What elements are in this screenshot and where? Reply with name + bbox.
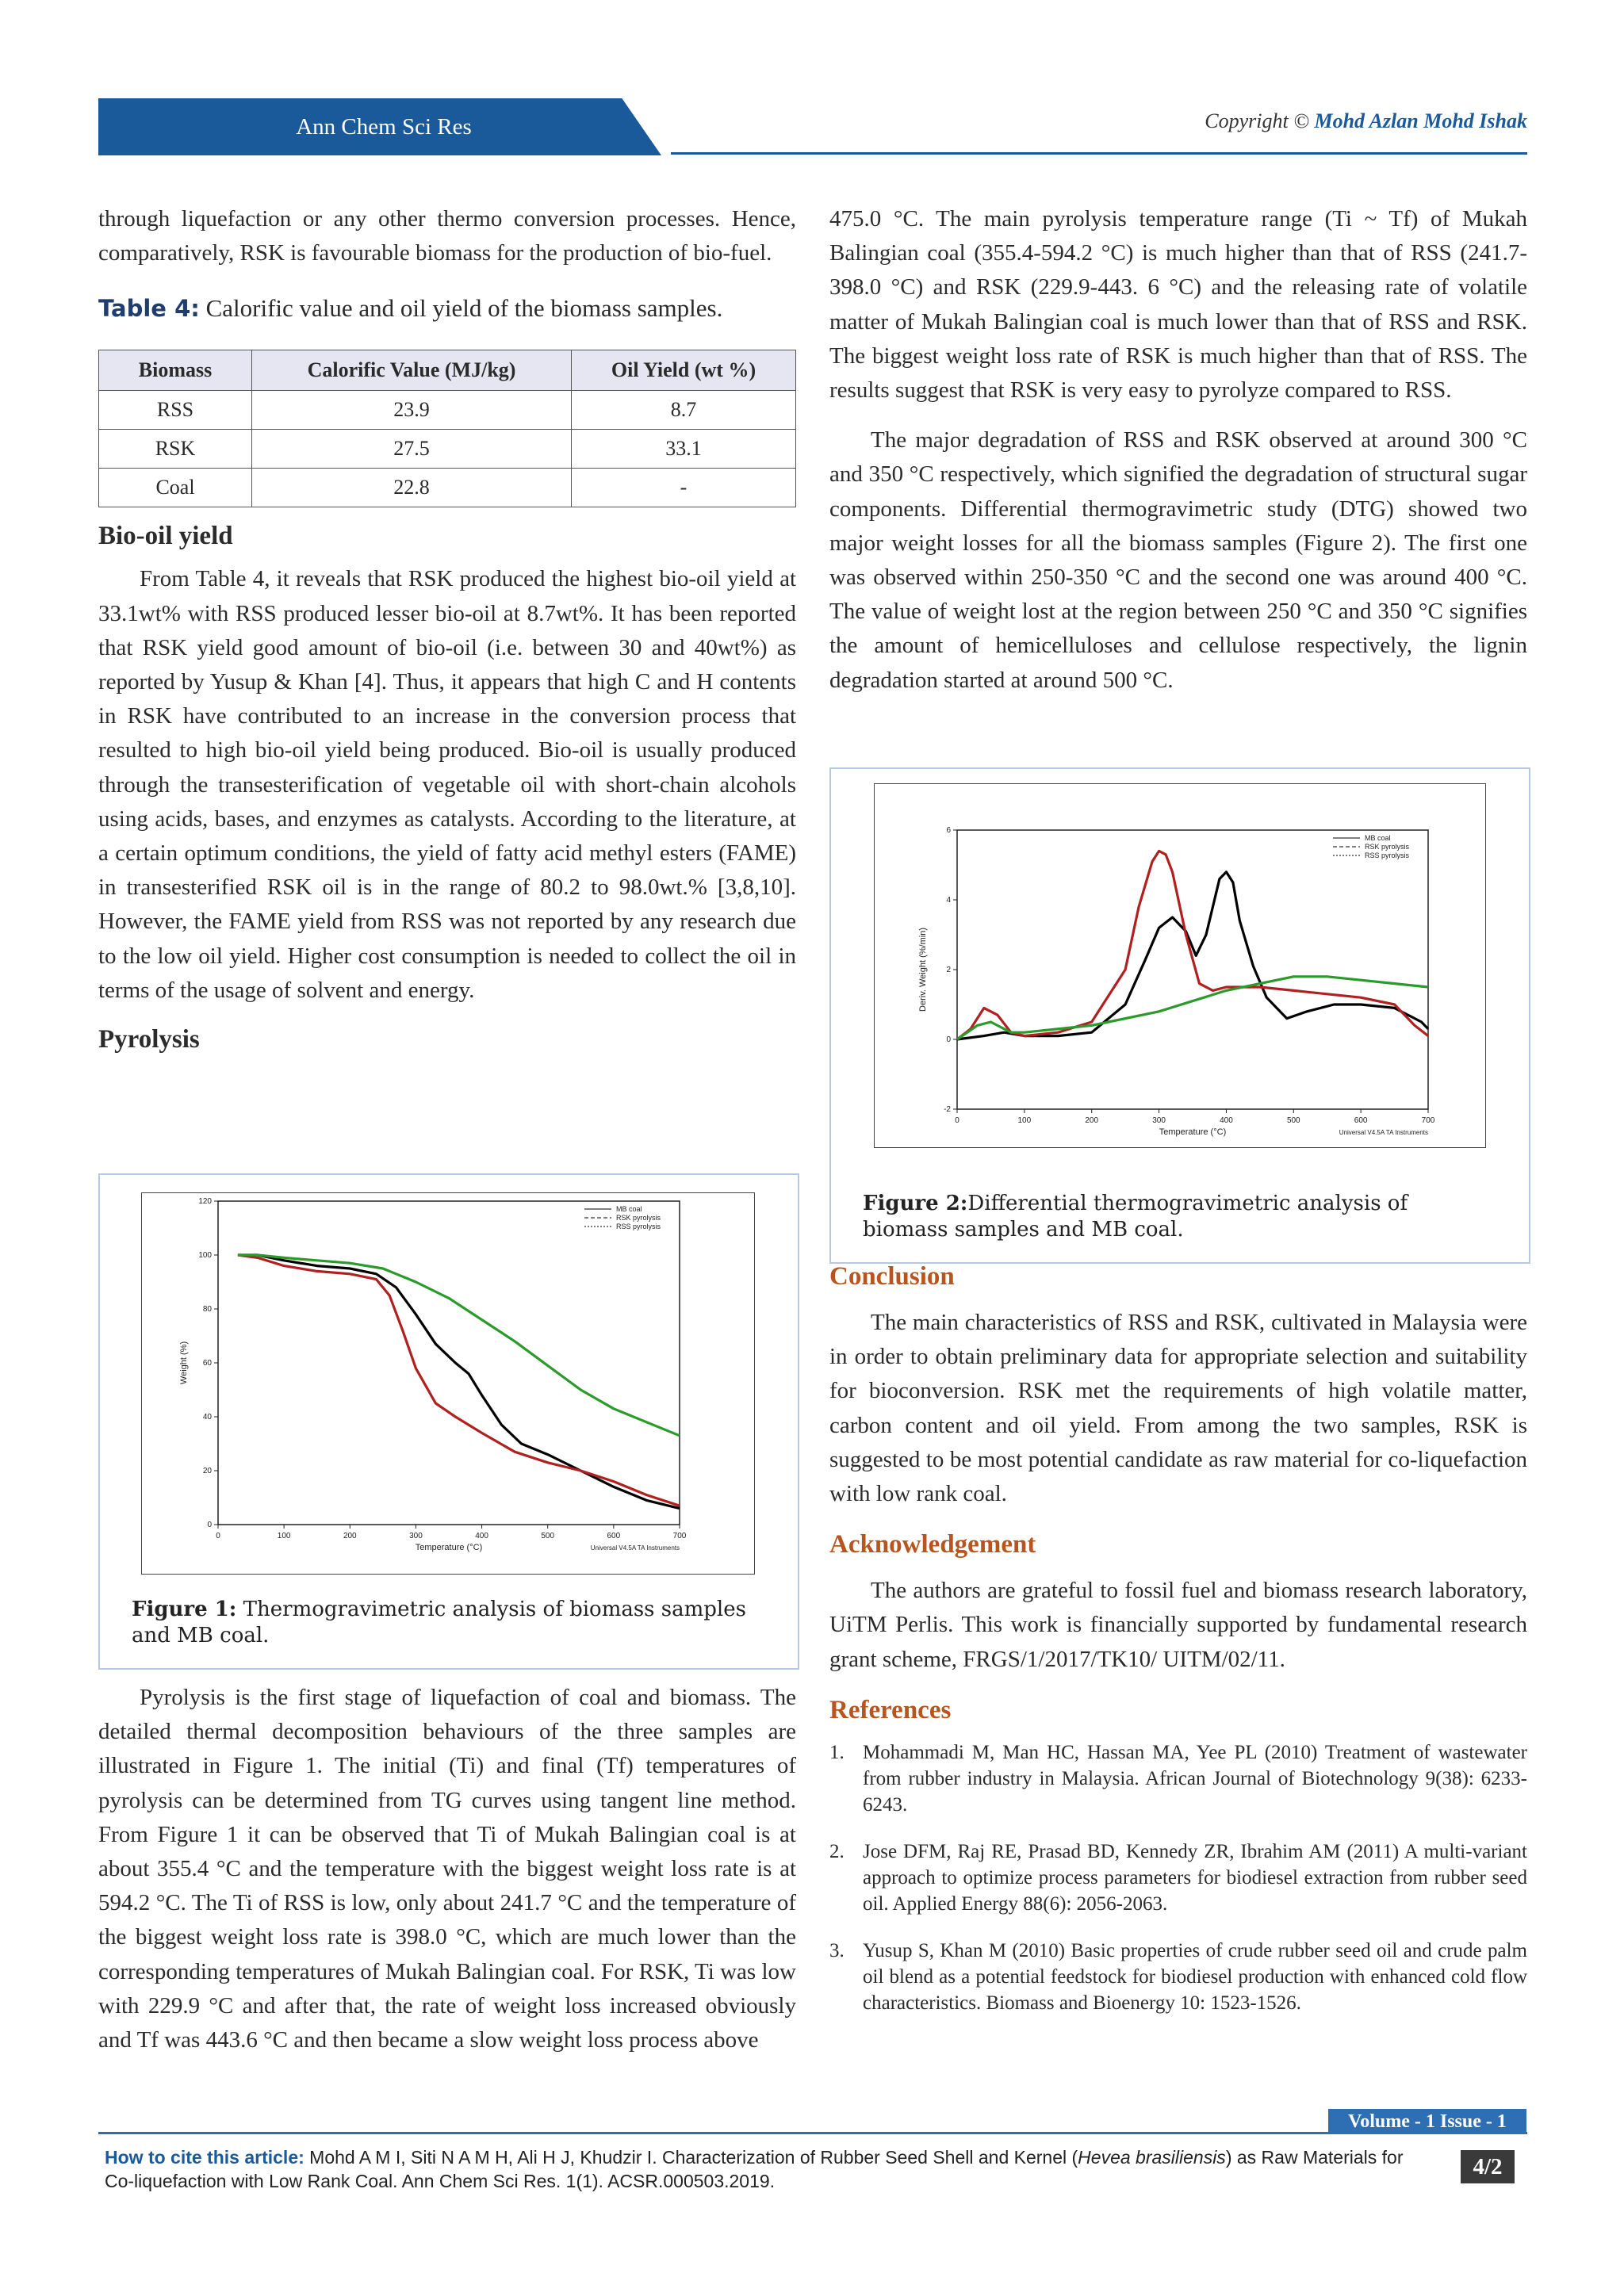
- table4-caption: [98, 291, 796, 326]
- journal-name: Ann Chem Sci Res: [296, 114, 472, 140]
- y-axis-label: Deriv. Weight (%/min): [918, 928, 928, 1012]
- bio-oil-heading: Bio-oil yield: [98, 522, 233, 551]
- x-tick-label: 0: [216, 1532, 220, 1540]
- citation-text-a: Mohd A M I, Siti N A M H, Ali H J, Khudzir I. Characterization of Rubber Seed Shell and Kernel (: [309, 2147, 1078, 2168]
- y-tick-label: 2: [946, 966, 951, 974]
- page-number: 4/2: [1461, 2150, 1515, 2183]
- x-axis-label: Temperature (°C): [415, 1543, 483, 1552]
- figure1-caption: [132, 1597, 774, 1649]
- copyright: [1205, 109, 1527, 133]
- conclusion-heading: Conclusion: [829, 1262, 955, 1291]
- table-cell: -: [572, 469, 796, 507]
- table-row: [99, 430, 796, 469]
- legend-label: RSK pyrolysis: [616, 1214, 661, 1222]
- y-tick-label: 100: [198, 1251, 212, 1260]
- x-tick-label: 200: [343, 1532, 357, 1540]
- legend-label: MB coal: [1365, 834, 1391, 842]
- table-cell: RSS: [99, 391, 252, 430]
- bio-oil-paragraph: From Table 4, it reveals that RSK produced the highest bio-oil yield at 33.1wt% with RSS produced lesser bio-oil at 8.7wt%. It has been reported that RSK yield good amount of bio-oil (i.e. between 30 and 40wt%) as reported by Yusup & Khan [4]. Thus, it appears that high C and H contents in RSK have contributed to an increase in the conversion process that resulted to high bio-oil yield being produced. Bio-oil is usually produced through the transesterification of vegetable oil with short-chain alcohols using acids, bases, and enzymes as catalysts. According to the literature, at a certain optimum conditions, the yield of fatty acid methyl esters (FAME) in transesterified RSK oil is in the range of 80.2 to 98.0wt.% [3,8,10]. However, the FAME yield from RSS was not reported by any research due to the low oil yield. Higher cost consumption is needed to collect the oil in terms of the usage of solvent and energy.: [98, 566, 796, 1003]
- y-tick-label: 4: [946, 896, 951, 905]
- y-tick-label: 80: [202, 1305, 212, 1314]
- table-header-cell: Oil Yield (wt %): [572, 350, 796, 391]
- figure1-plot-frame: [141, 1192, 755, 1575]
- table4-caption-text: Calorific value and oil yield of the biomass samples.: [205, 294, 723, 323]
- plot-area: [218, 1201, 680, 1525]
- reference-text: Mohammadi M, Man HC, Hassan MA, Yee PL (2010) Treatment of wastewater from rubber industry in Malaysia. African Journal of Biotechnology 9(38): 6233-6243.: [863, 1741, 1527, 1816]
- instrument-footnote: Universal V4.5A TA Instruments: [590, 1544, 680, 1552]
- intro-paragraph: through liquefaction or any other thermo conversion processes. Hence, comparatively, RSK is favourable biomass for the production of bio-fuel.: [98, 206, 796, 266]
- reference-text: Jose DFM, Raj RE, Prasad BD, Kennedy ZR, Ibrahim AM (2011) A multi-variant approach to optimize process parameters for biodiesel extraction from rubber seed oil. Applied Energy 88(6): 2056-2063.: [863, 1840, 1527, 1915]
- series-line: [238, 1255, 680, 1509]
- table-cell: 23.9: [252, 391, 572, 430]
- table-header-cell: Calorific Value (MJ/kg): [252, 350, 572, 391]
- x-tick-label: 0: [955, 1116, 959, 1125]
- plot-area: [957, 830, 1428, 1109]
- dtg-paragraph: The major degradation of RSS and RSK observed at around 300 °C and 350 °C respectively, which signified the degradation of structural sugar components. Differential thermogravimetric study (DTG) showed two major weight losses for all the biomass samples (Figure 2). The first one was observed within 250-350 °C and the second one was around 400 °C. The value of weight lost at the region between 250 °C and 350 °C signifies the amount of hemicelluloses and cellulose respectively, the lignin degradation started at around 500 °C.: [829, 427, 1527, 693]
- figure1-label: Figure 1:: [132, 1598, 237, 1621]
- conclusion-paragraph: The main characteristics of RSS and RSK, cultivated in Malaysia were in order to obtain preliminary data for appropriate selection and suitability for bioconversion. RSK met the requirements of high volatile matter, carbon content and oil yield. From among the two samples, RSK is suggested to be most potential candidate as raw material for co-liquefaction with low rank coal.: [829, 1310, 1527, 1507]
- legend-label: RSK pyrolysis: [1365, 843, 1410, 851]
- table-row: [99, 391, 796, 430]
- figure2-chart: [875, 784, 1485, 1147]
- y-tick-label: -2: [944, 1105, 951, 1114]
- copyright-prefix: Copyright ©: [1205, 109, 1309, 132]
- table-cell: Coal: [99, 469, 252, 507]
- citation-species: Hevea brasiliensis: [1078, 2147, 1226, 2168]
- citation: [105, 2145, 1421, 2193]
- table4-label: Table 4:: [98, 295, 200, 323]
- right-column: [829, 202, 1527, 698]
- citation-label: How to cite this article:: [105, 2147, 304, 2168]
- x-tick-label: 500: [541, 1532, 555, 1540]
- figure1-caption-text: Thermogravimetric analysis of biomass samples and MB coal.: [132, 1598, 746, 1647]
- footer-rule: [98, 2132, 1527, 2134]
- y-tick-label: 6: [946, 826, 951, 835]
- copyright-author: Mohd Azlan Mohd Ishak: [1314, 109, 1527, 132]
- series-line: [957, 977, 1428, 1039]
- table-cell: 33.1: [572, 430, 796, 469]
- x-tick-label: 200: [1085, 1116, 1099, 1125]
- figure2-label: Figure 2:: [863, 1192, 968, 1215]
- x-tick-label: 500: [1286, 1116, 1300, 1125]
- legend-label: RSS pyrolysis: [1365, 851, 1410, 859]
- x-tick-label: 300: [409, 1532, 423, 1540]
- figure1-chart: [142, 1193, 754, 1574]
- table-cell: 27.5: [252, 430, 572, 469]
- acknowledgement-heading: Acknowledgement: [829, 1530, 1036, 1559]
- figure2-plot-frame: [874, 783, 1486, 1148]
- x-tick-label: 700: [1421, 1116, 1435, 1125]
- left-column-bottom: [98, 1681, 796, 2057]
- figure2-box: [829, 767, 1530, 1264]
- table-cell: 8.7: [572, 391, 796, 430]
- left-column: [98, 202, 796, 1054]
- reference-text: Yusup S, Khan M (2010) Basic properties of crude rubber seed oil and crude palm oil blend as a potential feedstock for biodiesel production with enhanced cold flow characteristics. Biomass and Bioenergy 10: 1523-1526.: [863, 1939, 1527, 2014]
- acknowledgement-paragraph: The authors are grateful to fossil fuel and biomass research laboratory, UiTM Perlis. This work is financially supported by fundamental research grant scheme, FRGS/1/2017/TK10/ UITM/02/11.: [829, 1578, 1527, 1672]
- legend-label: RSS pyrolysis: [616, 1223, 661, 1230]
- x-axis-label: Temperature (°C): [1159, 1127, 1227, 1137]
- y-tick-label: 60: [202, 1359, 212, 1368]
- table-header-cell: Biomass: [99, 350, 252, 391]
- y-tick-label: 40: [202, 1413, 212, 1422]
- reference-item: 1. Mohammadi M, Man HC, Hassan MA, Yee PL (2010) Treatment of wastewater from rubber industry in Malaysia. African Journal of Biotechnology 9(38): 6233-6243.: [829, 1741, 1527, 1816]
- figure2-caption: [863, 1191, 1465, 1243]
- volume-issue-tag: Volume - 1 Issue - 1: [1328, 2109, 1526, 2134]
- figure2-caption-text: Differential thermogravimetric analysis of biomass samples and MB coal.: [863, 1192, 1408, 1242]
- instrument-footnote: Universal V4.5A TA Instruments: [1339, 1129, 1428, 1136]
- y-tick-label: 20: [202, 1467, 212, 1475]
- series-line: [238, 1255, 680, 1436]
- right-column-bottom: [829, 1262, 1527, 2037]
- legend-label: MB coal: [616, 1205, 642, 1213]
- references-heading: References: [829, 1695, 952, 1724]
- table-cell: RSK: [99, 430, 252, 469]
- x-tick-label: 400: [1220, 1116, 1233, 1125]
- series-line: [238, 1255, 680, 1506]
- x-tick-label: 100: [277, 1532, 291, 1540]
- x-tick-label: 600: [607, 1532, 621, 1540]
- references-list: [829, 1739, 1527, 2016]
- x-tick-label: 700: [672, 1532, 687, 1540]
- x-tick-label: 100: [1017, 1116, 1032, 1125]
- table-cell: 22.8: [252, 469, 572, 507]
- y-tick-label: 0: [207, 1521, 212, 1529]
- y-tick-label: 0: [946, 1035, 951, 1044]
- table-header-row: [99, 350, 796, 391]
- pyrolysis-paragraph: Pyrolysis is the first stage of liquefaction of coal and biomass. The detailed thermal decomposition behaviours of the three samples are illustrated in Figure 1. The initial (Ti) and final (Tf) temperatures of pyrolysis can be determined from TG curves using tangent line method. From Figure 1 it can be observed that Ti of Mukah Balingian coal is at about 355.4 °C and the temperature with the biggest weight loss rate is at 594.2 °C. The Ti of RSS is low, only about 241.7 °C and the temperature of the biggest weight loss rate is 398.0 °C, which are much lower than the corresponding temperatures of Mukah Balingian coal. For RSK, Ti was low with 229.9 °C and after that, the rate of weight loss increased obviously and Tf was 443.6 °C and then became a slow weight loss process above: [98, 1685, 796, 2053]
- pyrolysis-heading: Pyrolysis: [98, 1025, 200, 1054]
- reference-item: 3. Yusup S, Khan M (2010) Basic properties of crude rubber seed oil and crude palm oil blend as a potential feedstock for biodiesel production with enhanced cold flow characteristics. Biomass and Bioenergy 10: 1523-1526.: [829, 1939, 1527, 2014]
- y-tick-label: 120: [198, 1197, 212, 1206]
- x-tick-label: 400: [475, 1532, 488, 1540]
- figure1-box: [98, 1173, 799, 1670]
- header-rule: [671, 152, 1527, 155]
- pyrolysis-range-paragraph: 475.0 °C. The main pyrolysis temperature range (Ti ~ Tf) of Mukah Balingian coal (355.4-594.2 °C) is much higher than that of RSS (241.7-398.0 °C) and RSK (229.9-443. 6 °C) and the releasing rate of volatile matter of Mukah Balingian coal is much lower than that of RSS and RSK. The biggest weight loss rate of RSK is much higher than that of RSS. The results suggest that RSK is very easy to pyrolyze compared to RSS.: [829, 206, 1527, 404]
- reference-item: 2. Jose DFM, Raj RE, Prasad BD, Kennedy ZR, Ibrahim AM (2011) A multi-variant approach to optimize process parameters for biodiesel extraction from rubber seed oil. Applied Energy 88(6): 2056-2063.: [829, 1840, 1527, 1915]
- x-tick-label: 600: [1354, 1116, 1368, 1125]
- x-tick-label: 300: [1152, 1116, 1166, 1125]
- citation-text-b: ) as Raw Materials for Co-liquefaction with Low Rank Coal. Ann Chem Sci Res. 1(1). ACSR.000503.2019.: [105, 2147, 1404, 2191]
- y-axis-label: Weight (%): [179, 1341, 189, 1385]
- table4: [98, 350, 796, 507]
- table-row: [99, 469, 796, 507]
